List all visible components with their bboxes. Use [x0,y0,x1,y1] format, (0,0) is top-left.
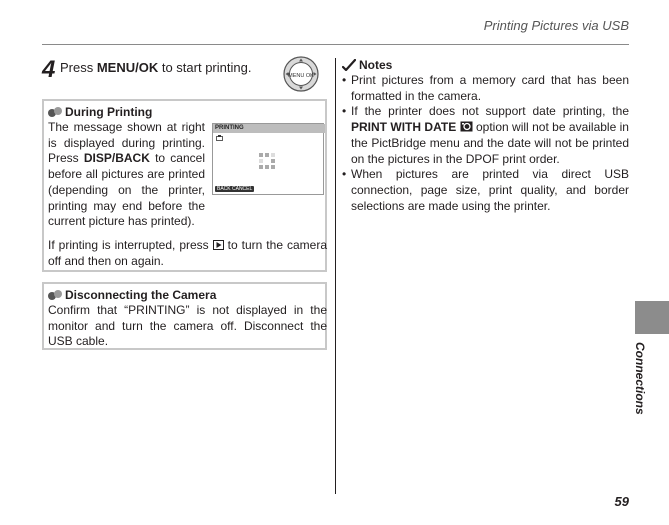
disp-back-key: DISP/BACK [83,151,150,166]
header-rule [42,44,629,45]
page-header-title: Printing Pictures via USB [483,18,629,33]
note-item: • When pictures are printed via direct USB connection, page size, print quality, and border selections are made using the printer. [342,167,629,214]
section-label: Connections [633,342,647,415]
disconnecting-text: Confirm that “PRINTING” is not displayed in the monitor and turn the camera off. Disconnect the USB cable. [48,303,327,349]
print-with-date-option: PRINT WITH DATE [351,120,457,135]
screen-cancel-hint: BACK CANCEL [217,186,253,192]
printing-screen-title: PRINTING [213,124,325,133]
print-with-date-icon [460,121,473,132]
printing-screen-illustration [212,123,324,195]
disconnecting-heading: Disconnecting the Camera [48,288,216,302]
progress-dots-icon [259,153,275,169]
menu-ok-button-icon [283,56,319,92]
step-number: 4 [42,56,56,83]
menu-ok-key: MENU/OK [96,60,159,75]
page-number: 59 [614,494,629,509]
tip-icon [48,107,63,118]
during-printing-box [42,99,327,272]
disconnecting-box [42,282,327,350]
note-item: • If the printer does not support date printing, the PRINT WITH DATE option will not be available in the PictBridge menu and the date will not be printed on the pictures in the DPOF print order. [342,104,629,167]
menu-ok-button-label: MENU OK [288,73,314,79]
interrupted-text: If printing is interrupted, press to turn the camera off and then on again. [48,238,327,268]
column-divider [335,58,336,494]
during-printing-heading: During Printing [48,105,152,119]
pencil-check-icon [342,59,356,71]
notes-heading: Notes [342,58,392,72]
playback-button-icon [213,240,224,250]
printer-icon [216,135,223,141]
notes-list [342,73,629,214]
during-printing-text: The message shown at right is displayed during printing. Press DISP/BACK to cancel before all pictures are printed (depending on the printer, printing may end before the current picture has printed). [48,120,205,229]
section-tab-marker [635,301,669,334]
note-item: • Print pictures from a memory card that has been formatted in the camera. [342,73,629,104]
step-instruction: Press MENU/OK to start printing. [60,60,252,75]
tip-icon [48,290,63,301]
